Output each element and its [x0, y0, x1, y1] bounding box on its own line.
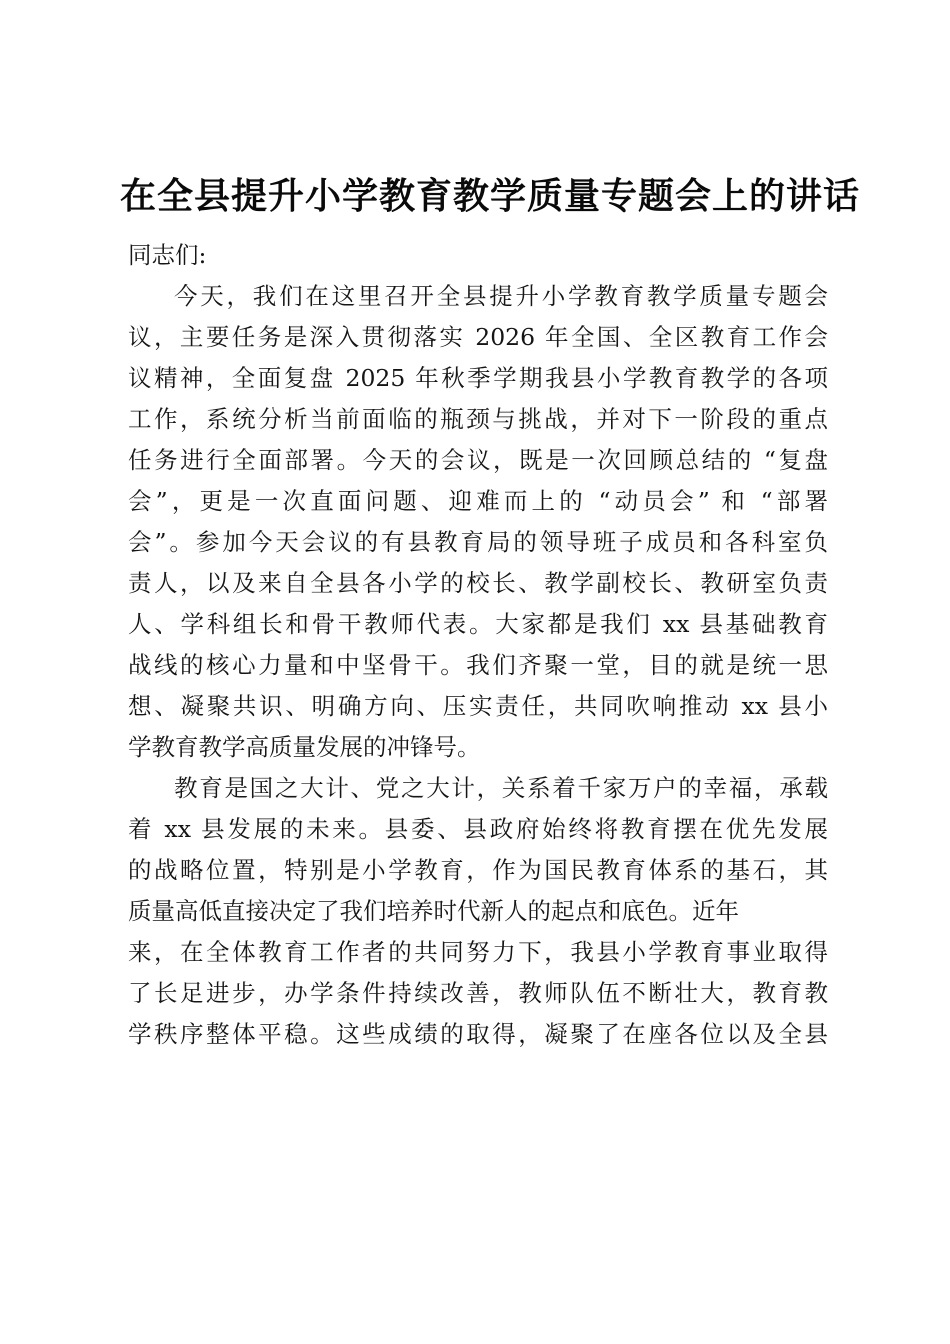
line-text: 议精神，全面复盘 2025 年秋季学期我县小学教育教学的各项 [128, 364, 828, 392]
paragraph-line [128, 727, 828, 768]
line-text: 学秩序整体平稳。这些成绩的取得，凝聚了在座各位以及全县 [128, 1020, 828, 1048]
paragraph-line [128, 317, 828, 358]
line-text: 着 xx 县发展的未来。县委、县政府始终将教育摆在优先发展 [128, 815, 828, 843]
line-text: 的战略位置，特别是小学教育，作为国民教育体系的基石，其 [128, 856, 828, 884]
line-text: 会”，更是一次直面问题、迎难而上的 “动员会” 和 “部署 [128, 487, 828, 515]
line-text: 议，主要任务是深入贯彻落实 2026 年全国、全区教育工作会 [128, 323, 828, 351]
paragraph-line [128, 604, 828, 645]
paragraph-1 [128, 276, 828, 768]
paragraph-line [128, 645, 828, 686]
paragraph-line [128, 850, 828, 891]
paragraph-line [128, 440, 828, 481]
paragraph-line [128, 686, 828, 727]
paragraph-line [128, 481, 828, 522]
paragraph-line [128, 276, 828, 317]
paragraph-line [128, 891, 828, 932]
document-body [128, 235, 828, 1055]
paragraph-line [128, 563, 828, 604]
paragraph-line [128, 358, 828, 399]
line-text: 人、学科组长和骨干教师代表。大家都是我们 xx 县基础教育 [128, 610, 828, 638]
line-text: 会”。参加今天会议的有县教育局的领导班子成员和各科室负 [128, 528, 828, 556]
line-text: 工作，系统分析当前面临的瓶颈与挑战，并对下一阶段的重点 [128, 405, 828, 433]
salutation: 同志们: [128, 241, 207, 269]
line-text: 学教育教学高质量发展的冲锋号。 [128, 733, 481, 761]
paragraph-line [128, 809, 828, 850]
document-title: 在全县提升小学教育教学质量专题会上的讲话 [120, 175, 861, 217]
salutation-line [128, 235, 828, 276]
paragraph-line [128, 932, 828, 973]
line-text: 想、凝聚共识、明确方向、压实责任，共同吹响推动 xx 县小 [128, 692, 828, 720]
paragraph-line [128, 973, 828, 1014]
line-text: 质量高低直接决定了我们培养时代新人的起点和底色。近年 [128, 897, 739, 925]
line-text: 责人，以及来自全县各小学的校长、教学副校长、教研室负责 [128, 569, 828, 597]
paragraph-2 [128, 768, 828, 1055]
line-text: 今天，我们在这里召开全县提升小学教育教学质量专题会 [174, 282, 828, 310]
paragraph-line [128, 399, 828, 440]
paragraph-line [128, 768, 828, 809]
paragraph-line [128, 1014, 828, 1055]
line-text: 战线的核心力量和中坚骨干。我们齐聚一堂，目的就是统一思 [128, 651, 828, 679]
line-text: 来，在全体教育工作者的共同努力下，我县小学教育事业取得 [128, 938, 828, 966]
line-text: 教育是国之大计、党之大计，关系着千家万户的幸福，承载 [174, 774, 828, 802]
line-text: 任务进行全面部署。今天的会议，既是一次回顾总结的 “复盘 [128, 446, 828, 474]
line-text: 了长足进步，办学条件持续改善，教师队伍不断壮大，教育教 [128, 979, 828, 1007]
paragraph-line [128, 522, 828, 563]
